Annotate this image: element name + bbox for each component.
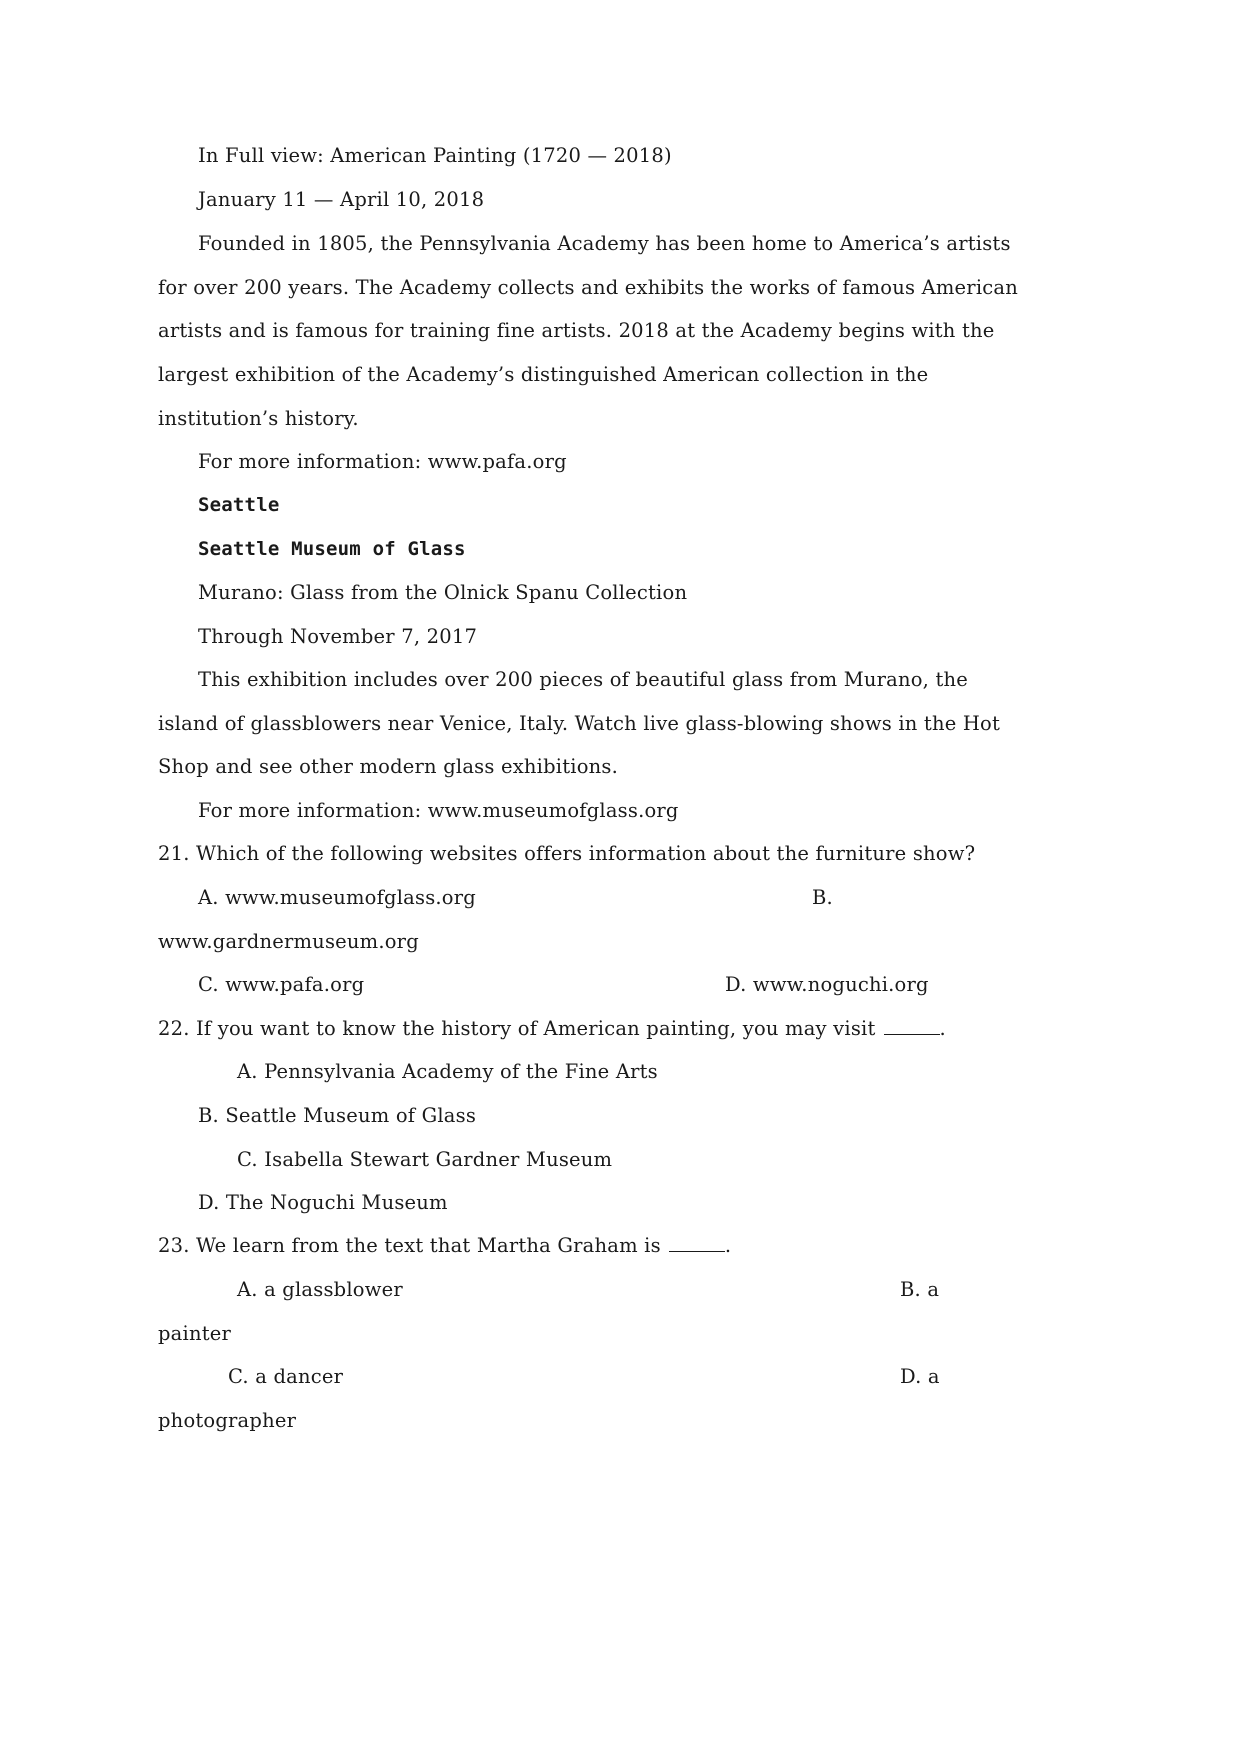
question-23-stem: [158, 1233, 731, 1259]
paragraph-line: institution’s history.: [158, 407, 359, 430]
paragraph-line: Shop and see other modern glass exhibitions.: [158, 755, 619, 778]
exhibition-dates: January 11 — April 10, 2018: [198, 188, 485, 211]
question-23-period: .: [724, 1234, 732, 1257]
paragraph-line: for over 200 years. The Academy collects and exhibits the works of famous American: [158, 276, 1018, 299]
question-23-option-b: B. a: [900, 1278, 940, 1301]
question-23-option-c: C. a dancer: [228, 1365, 344, 1388]
question-22-option-c: C. Isabella Stewart Gardner Museum: [237, 1148, 613, 1171]
question-21-option-c: C. www.pafa.org: [198, 973, 365, 996]
paragraph-line: largest exhibition of the Academy’s distinguished American collection in the: [158, 363, 929, 386]
question-21-option-a: A. www.museumofglass.org: [198, 886, 476, 909]
question-22-text: 22. If you want to know the history of American painting, you may visit: [158, 1017, 876, 1040]
paragraph-line: artists and is famous for training fine artists. 2018 at the Academy begins with the: [158, 319, 995, 342]
question-22-period: .: [939, 1017, 946, 1040]
question-21-option-b: B.: [812, 886, 833, 909]
question-22-stem: [158, 1016, 946, 1042]
question-22-option-a: A. Pennsylvania Academy of the Fine Arts: [237, 1060, 658, 1083]
exhibition-title: In Full view: American Painting (1720 — 2018): [198, 144, 672, 167]
more-info-glass: For more information: www.museumofglass.org: [198, 799, 679, 822]
answer-blank: [669, 1233, 725, 1252]
question-21-option-b-text: www.gardnermuseum.org: [158, 930, 419, 953]
exhibition-title: Murano: Glass from the Olnick Spanu Collection: [198, 581, 688, 604]
question-22-option-b: B. Seattle Museum of Glass: [198, 1104, 477, 1127]
question-23-option-d: D. a: [900, 1365, 940, 1388]
question-23-option-d-text: photographer: [158, 1409, 297, 1432]
question-23-option-b-text: painter: [158, 1322, 232, 1345]
paragraph-line: This exhibition includes over 200 pieces of beautiful glass from Murano, the: [198, 668, 969, 691]
question-23-option-a: A. a glassblower: [237, 1278, 403, 1301]
more-info-pafa: For more information: www.pafa.org: [198, 450, 567, 473]
answer-blank: [884, 1016, 940, 1035]
question-21-stem: 21. Which of the following websites offers information about the furniture show?: [158, 842, 976, 865]
paragraph-line: island of glassblowers near Venice, Italy. Watch live glass-blowing shows in the Hot: [158, 712, 1001, 735]
paragraph-line: Founded in 1805, the Pennsylvania Academy has been home to America’s artists: [198, 232, 1011, 255]
exhibition-dates: Through November 7, 2017: [198, 625, 478, 648]
question-21-option-d: D. www.noguchi.org: [725, 973, 929, 996]
section-heading-city: Seattle: [198, 494, 280, 516]
question-22-option-d: D. The Noguchi Museum: [198, 1191, 448, 1214]
question-23-text: 23. We learn from the text that Martha Graham is: [158, 1234, 661, 1257]
section-heading-museum: Seattle Museum of Glass: [198, 538, 466, 560]
